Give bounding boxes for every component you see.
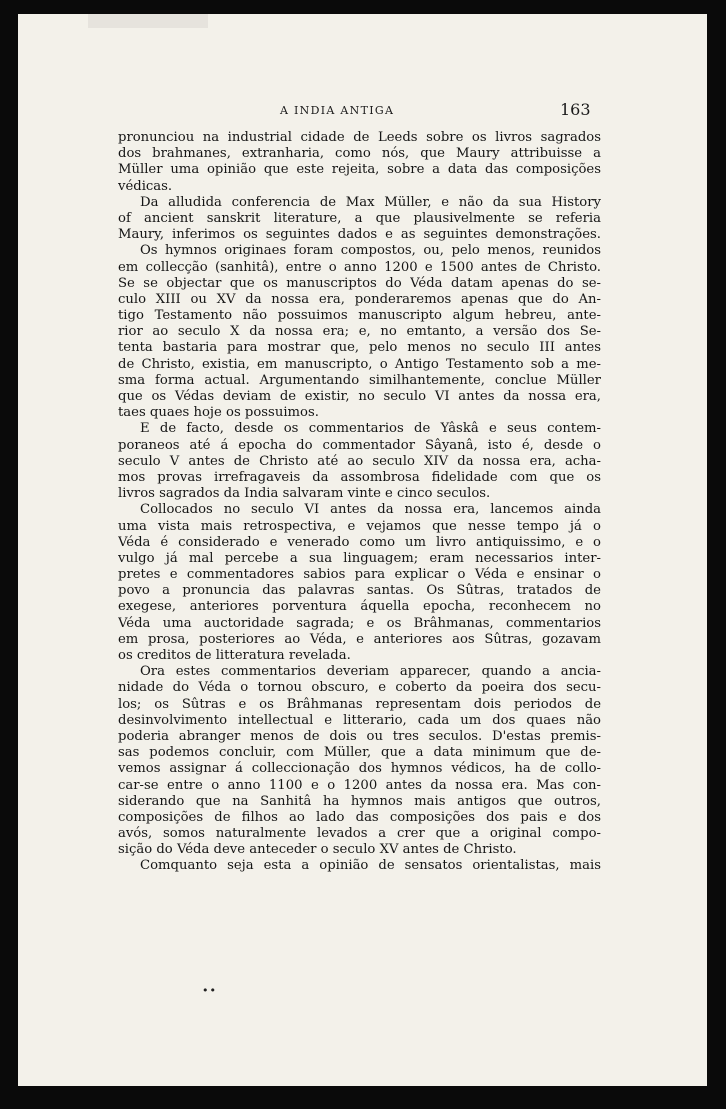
- text-line: Maury, inferimos os seguintes dados e as seguintes demonstrações.: [118, 227, 601, 243]
- text-line: povo a pronuncia das palavras santas. Os Sûtras, tratados de: [118, 583, 601, 599]
- text-line: rior ao seculo X da nossa era; e, no emtanto, a versão dos Se-: [118, 324, 601, 340]
- text-line: tigo Testamento não possuimos manuscripto algum hebreu, ante-: [118, 308, 601, 324]
- text-line: sição do Véda deve anteceder o seculo XV antes de Christo.: [118, 842, 517, 858]
- text-line: culo XIII ou XV da nossa era, ponderaremos apenas que do An-: [118, 291, 601, 307]
- text-line: exegese, anteriores porventura áquella epocha, reconhecem no: [118, 599, 601, 615]
- text-line: composições de filhos ao lado das composições dos pais e dos: [118, 809, 601, 825]
- book-page: [18, 14, 707, 1086]
- text-line: nidade do Véda o tornou obscuro, e coberto da poeira dos secu-: [118, 680, 601, 696]
- text-line: siderando que na Sanhitâ ha hymnos mais antigos que outros,: [118, 793, 601, 809]
- text-line: los; os Sûtras e os Brâhmanas representam dois periodos de: [118, 696, 601, 712]
- text-line: Véda é considerado e venerado como um livro antiquissimo, e o: [118, 534, 601, 550]
- text-line: védicas.: [118, 178, 173, 194]
- text-line: Comquanto seja esta a opinião de sensatos orientalistas, mais: [140, 858, 601, 874]
- scan-smudge: [88, 14, 208, 28]
- text-line: tenta bastaria para mostrar que, pelo menos no seculo III antes: [118, 340, 601, 356]
- text-line: of ancient sanskrit literature, a que plausivelmente se referia: [118, 210, 601, 226]
- text-line: avós, somos naturalmente levados a crer que a original compo-: [118, 826, 601, 842]
- text-line: os creditos de litteratura revelada.: [118, 648, 351, 663]
- text-line: vemos assignar á colleccionação dos hymnos védicos, ha de collo-: [118, 761, 601, 777]
- text-line: Os hymnos originaes foram compostos, ou, pelo menos, reunidos: [140, 243, 601, 259]
- text-line: livros sagrados da India salvaram vinte e cinco seculos.: [118, 486, 491, 502]
- text-line: poraneos até á epocha do commentador Sâyanâ, isto é, desde o: [118, 437, 601, 453]
- signature-mark: ••: [202, 984, 217, 997]
- text-line: car-se entre o anno 1100 e o 1200 antes da nossa era. Mas con-: [118, 777, 601, 793]
- text-line: Se se objectar que os manuscriptos do Véda datam apenas do se-: [118, 275, 601, 291]
- text-line: desinvolvimento intellectual e litterario, cada um dos quaes não: [118, 712, 601, 728]
- text-line: Collocados no seculo VI antes da nossa era, lancemos ainda: [140, 502, 601, 518]
- text-line: sas podemos concluir, com Müller, que a data minimum que de-: [118, 745, 601, 761]
- text-line: que os Védas deviam de existir, no seculo VI antes da nossa era,: [118, 389, 601, 404]
- body-text: [118, 130, 601, 875]
- page-number: 163: [560, 100, 591, 119]
- text-line: pretes e commentadores sabios para explicar o Véda e ensinar o: [118, 567, 601, 583]
- text-line: dos brahmanes, extranharia, como nós, que Maury attribuisse a: [118, 146, 601, 162]
- text-line: taes quaes hoje os possuimos.: [118, 405, 319, 421]
- text-line: E de facto, desde os commentarios de Yâskâ e seus contem-: [140, 421, 601, 437]
- page-header: [18, 100, 707, 124]
- text-line: pronunciou na industrial cidade de Leeds sobre os livros sagrados: [118, 130, 601, 145]
- text-line: mos provas irrefragaveis da assombrosa fidelidade com que os: [118, 469, 601, 485]
- text-line: poderia abranger menos de dois ou tres seculos. D'estas premis-: [118, 728, 601, 744]
- text-line: Véda uma auctoridade sagrada; e os Brâhmanas, commentarios: [118, 615, 601, 631]
- text-line: vulgo já mal percebe a sua linguagem; eram necessarios inter-: [118, 550, 601, 566]
- text-line: sma forma actual. Argumentando similhantemente, conclue Müller: [118, 372, 601, 388]
- text-line: uma vista mais retrospectiva, e vejamos que nesse tempo já o: [118, 518, 601, 534]
- text-line: Da alludida conferencia de Max Müller, e não da sua History: [140, 194, 601, 210]
- text-line: Müller uma opinião que este rejeita, sobre a data das composições: [118, 162, 601, 178]
- running-title: A INDIA ANTIGA: [280, 104, 395, 117]
- text-line: Ora estes commentarios deveriam apparecer, quando a ancia-: [140, 664, 601, 680]
- text-line: em collecção (sanhitâ), entre o anno 1200 e 1500 antes de Christo.: [118, 259, 601, 275]
- text-line: de Christo, existia, em manuscripto, o Antigo Testamento sob a me-: [118, 356, 601, 372]
- text-line: seculo V antes de Christo até ao seculo XIV da nossa era, acha-: [118, 453, 601, 469]
- text-line: em prosa, posteriores ao Véda, e anteriores aos Sûtras, gozavam: [118, 631, 601, 647]
